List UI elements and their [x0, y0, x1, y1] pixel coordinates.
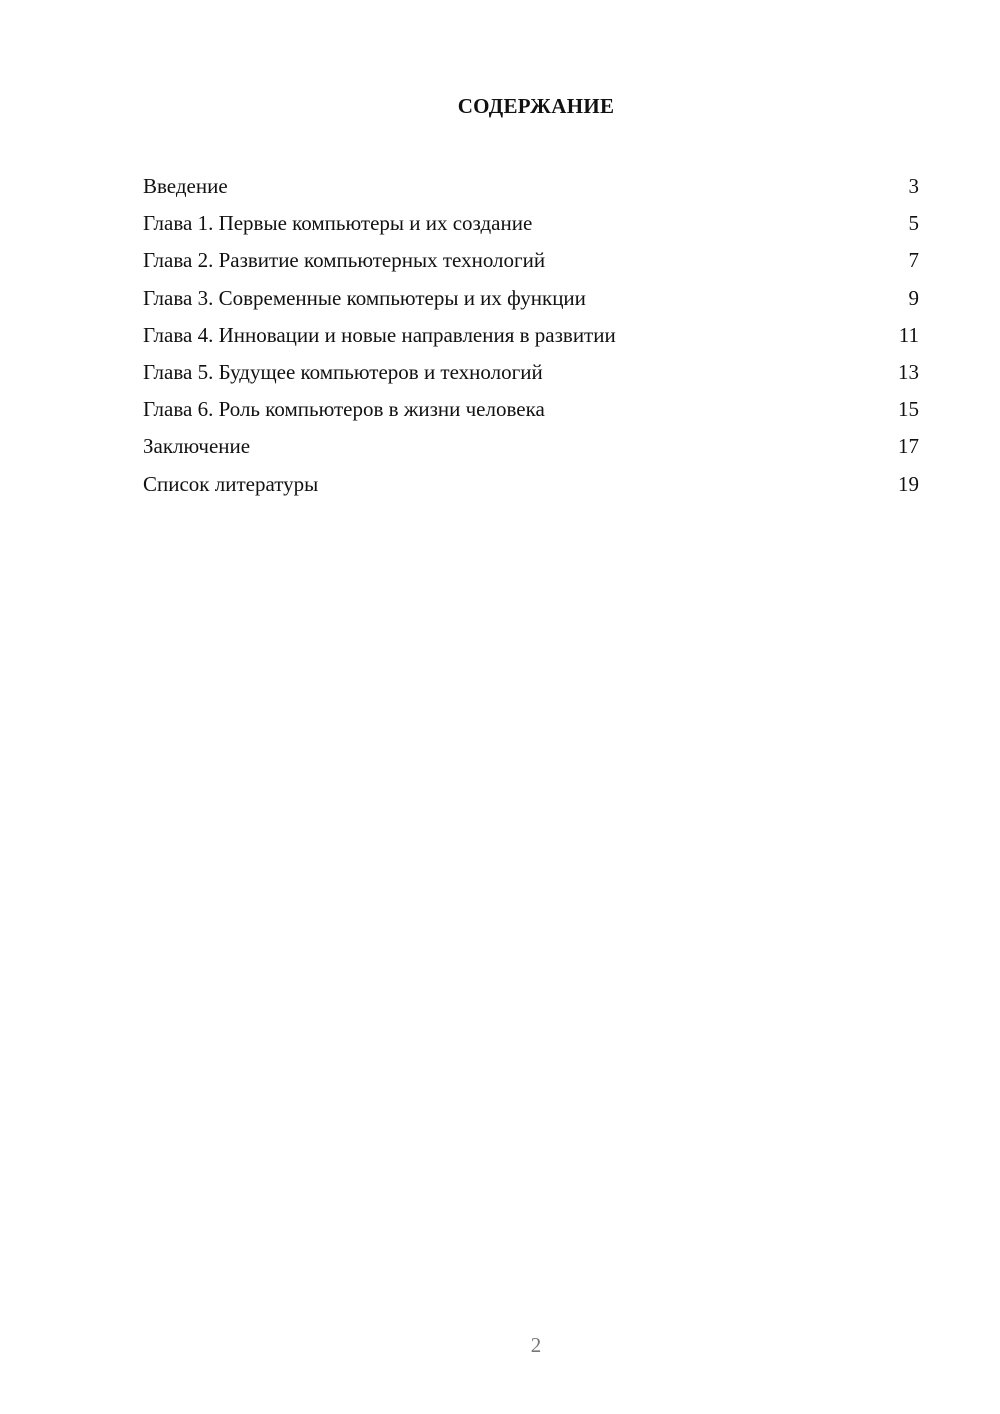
page-number: 2: [530, 1333, 542, 1357]
toc-entry-title: Глава 1. Первые компьютеры и их создание: [143, 211, 533, 236]
toc-entry: [143, 205, 919, 242]
toc-entry-title: Глава 6. Роль компьютеров в жизни человека: [143, 397, 545, 422]
toc-entry-page: 3: [908, 174, 919, 198]
toc-entry-page: 19: [898, 471, 919, 496]
toc-entry: [143, 280, 919, 317]
toc-entry-title: Заключение: [143, 434, 251, 459]
toc-entry-title: Глава 2. Развитие компьютерных технологий: [143, 248, 546, 273]
toc-entry-title: Глава 5. Будущее компьютеров и технологий: [143, 359, 543, 384]
toc-entry-title: Глава 3. Современные компьютеры и их функции: [143, 285, 586, 310]
toc-entry: [143, 354, 919, 391]
toc-list: [143, 168, 919, 503]
toc-entry: [143, 317, 919, 354]
toc-entry: [143, 168, 919, 205]
toc-entry-title: Список литературы: [143, 471, 319, 496]
toc-entry-page: 17: [898, 434, 919, 459]
toc-entry-page: 9: [908, 285, 919, 310]
toc-entry-page: 5: [908, 211, 919, 236]
toc-entry-page: 15: [898, 397, 919, 422]
toc-entry-page: 11: [898, 322, 919, 347]
toc-entry: [143, 242, 919, 279]
toc-title: СОДЕРЖАНИЕ: [457, 94, 615, 118]
toc-entry-title: Введение: [143, 174, 228, 198]
toc-entry-page: 7: [908, 248, 919, 273]
toc-entry: [143, 428, 919, 465]
toc-entry: [143, 466, 919, 503]
toc-entry: [143, 391, 919, 428]
toc-entry-page: 13: [898, 359, 919, 384]
toc-entry-title: Глава 4. Инновации и новые направления в развитии: [143, 322, 616, 347]
